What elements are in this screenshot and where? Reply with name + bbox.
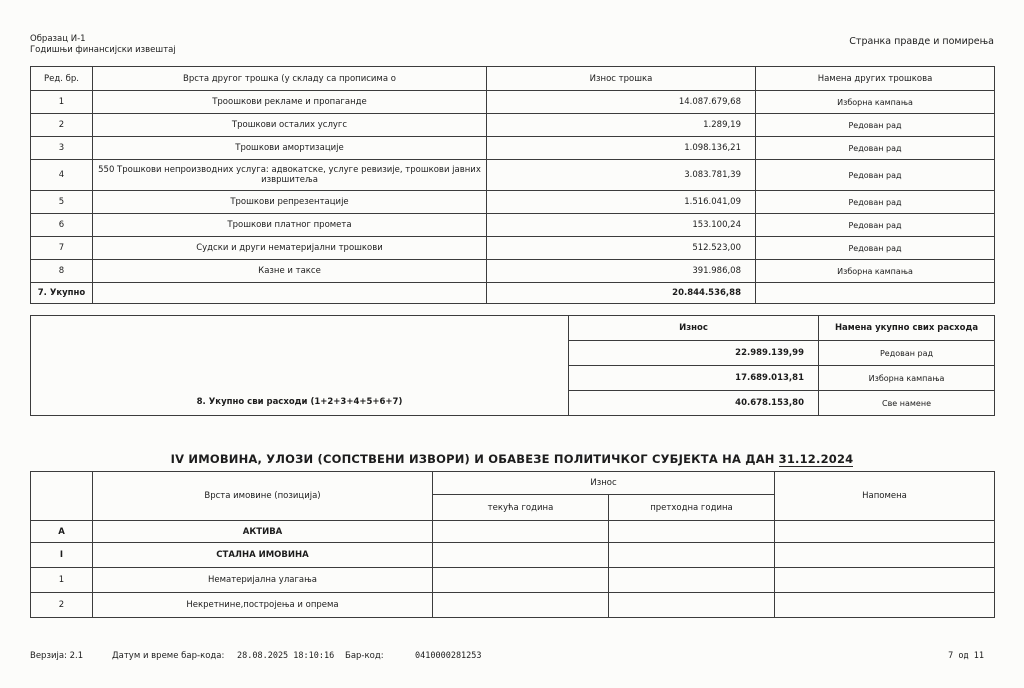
- note-value: [775, 568, 995, 593]
- cost-amount: 512.523,00: [487, 237, 756, 260]
- document-header: [30, 34, 994, 58]
- empty-cell: [756, 283, 995, 304]
- cost-amount: 3.083.781,39: [487, 160, 756, 191]
- note-value: [775, 593, 995, 618]
- col-header-cost-purpose: Намена других трошкова: [756, 67, 995, 91]
- form-subtitle: Годишњи финансијски извештај: [30, 44, 176, 55]
- total-row: [31, 283, 995, 304]
- table-row: [31, 114, 995, 137]
- col-header-cost-amount: Износ трошка: [487, 67, 756, 91]
- expense-amount: 40.678.153,80: [569, 391, 819, 416]
- cost-purpose: Редован рад: [756, 160, 995, 191]
- row-number: 6: [31, 214, 93, 237]
- cost-purpose: Изборна кампања: [756, 91, 995, 114]
- table-row: [31, 521, 995, 543]
- row-number: 2: [31, 593, 93, 618]
- col-header-note: Напомена: [775, 472, 995, 521]
- cost-type: Казне и таксе: [93, 260, 487, 283]
- asset-type: Некретнине,постројења и опрема: [93, 593, 433, 618]
- barcode-value: 0410000281253: [415, 651, 482, 661]
- cost-amount: 1.516.041,09: [487, 191, 756, 214]
- cost-type: Трошкови амортизације: [93, 137, 487, 160]
- section-iv-title: [30, 452, 994, 466]
- current-year-value: [433, 543, 609, 568]
- asset-type: Нематеријална улагања: [93, 568, 433, 593]
- row-number: 4: [31, 160, 93, 191]
- expense-purpose: Редован рад: [819, 341, 995, 366]
- row-number: 3: [31, 137, 93, 160]
- form-id: Образац И-1: [30, 34, 86, 44]
- row-number: 7: [31, 237, 93, 260]
- col-header-empty: [31, 472, 93, 521]
- table-row: [31, 543, 995, 568]
- table-row: [31, 568, 995, 593]
- section-iv-date: 31.12.2024: [778, 452, 854, 466]
- col-header-asset-type: Врста имовине (позиција): [93, 472, 433, 521]
- cost-amount: 14.087.679,68: [487, 91, 756, 114]
- previous-year-value: [609, 593, 775, 618]
- cost-type: Трошкови осталих услугс: [93, 114, 487, 137]
- note-value: [775, 521, 995, 543]
- total-expenses-table: [30, 315, 995, 416]
- total-expenses-label: 8. Укупно сви расходи (1+2+3+4+5+6+7): [31, 316, 569, 416]
- row-number: А: [31, 521, 93, 543]
- current-year-value: [433, 568, 609, 593]
- table-row: [31, 593, 995, 618]
- col-header-cost-type: Врста другог трошка (у складу са прописима о: [93, 67, 487, 91]
- cost-type: 550 Трошкови непроизводних услуга: адвокатске, услуге ревизије, трошкови јавних извршитеља: [93, 160, 487, 191]
- total-amount: 20.844.536,88: [487, 283, 756, 304]
- cost-purpose: Редован рад: [756, 137, 995, 160]
- expense-amount: 17.689.013,81: [569, 366, 819, 391]
- total-label: 7. Укупно: [31, 283, 93, 304]
- col-header-previous-year: претходна година: [609, 495, 775, 521]
- col-header-amount: Износ: [569, 316, 819, 341]
- table-row: [31, 237, 995, 260]
- row-number: 1: [31, 91, 93, 114]
- cost-amount: 153.100,24: [487, 214, 756, 237]
- current-year-value: [433, 593, 609, 618]
- previous-year-value: [609, 568, 775, 593]
- table-row: [31, 137, 995, 160]
- cost-purpose: Изборна кампања: [756, 260, 995, 283]
- asset-type: АКТИВА: [93, 521, 433, 543]
- cost-type: Судски и други нематеријални трошкови: [93, 237, 487, 260]
- cost-type: Трошкови репрезентације: [93, 191, 487, 214]
- current-year-value: [433, 521, 609, 543]
- row-number: 8: [31, 260, 93, 283]
- barcode-label: Бар-код:: [345, 651, 384, 661]
- party-name: Странка правде и помирења: [849, 36, 994, 47]
- asset-type: СТАЛНА ИМОВИНА: [93, 543, 433, 568]
- empty-cell: [93, 283, 487, 304]
- cost-amount: 1.098.136,21: [487, 137, 756, 160]
- assets-table: [30, 471, 995, 618]
- cost-purpose: Редован рад: [756, 114, 995, 137]
- other-costs-table: [30, 66, 995, 304]
- previous-year-value: [609, 543, 775, 568]
- cost-type: Трошкови платног промета: [93, 214, 487, 237]
- note-value: [775, 543, 995, 568]
- expense-amount: 22.989.139,99: [569, 341, 819, 366]
- expense-purpose: Изборна кампања: [819, 366, 995, 391]
- cost-type: Троошкови рекламе и пропаганде: [93, 91, 487, 114]
- barcode-datetime-label: Датум и време бар-кода:: [112, 651, 225, 661]
- table-row: [31, 160, 995, 191]
- col-header-row-number: Ред. бр.: [31, 67, 93, 91]
- row-number: 2: [31, 114, 93, 137]
- table-row: [31, 214, 995, 237]
- barcode-datetime-value: 28.08.2025 18:10:16: [237, 651, 335, 661]
- table-header-row: [31, 472, 995, 495]
- col-header-amount-group: Износ: [433, 472, 775, 495]
- table-row: [31, 91, 995, 114]
- cost-purpose: Редован рад: [756, 214, 995, 237]
- section-iv-title-text: IV ИМОВИНА, УЛОЗИ (СОПСТВЕНИ ИЗВОРИ) И ОБАВЕЗЕ ПОЛИТИЧКОГ СУБЈЕКТА НА ДАН: [170, 452, 775, 466]
- table-row: [31, 191, 995, 214]
- col-header-current-year: текућа година: [433, 495, 609, 521]
- cost-amount: 391.986,08: [487, 260, 756, 283]
- previous-year-value: [609, 521, 775, 543]
- expense-purpose: Све намене: [819, 391, 995, 416]
- row-number: 1: [31, 568, 93, 593]
- cost-purpose: Редован рад: [756, 237, 995, 260]
- page-number: 7 од 11: [948, 651, 984, 661]
- table-header-row: [31, 316, 995, 341]
- cost-amount: 1.289,19: [487, 114, 756, 137]
- row-number: I: [31, 543, 93, 568]
- row-number: 5: [31, 191, 93, 214]
- version-label: Верзија: 2.1: [30, 651, 84, 661]
- table-header-row: [31, 67, 995, 91]
- cost-purpose: Редован рад: [756, 191, 995, 214]
- table-row: [31, 260, 995, 283]
- col-header-purpose: Намена укупно свих расхода: [819, 316, 995, 341]
